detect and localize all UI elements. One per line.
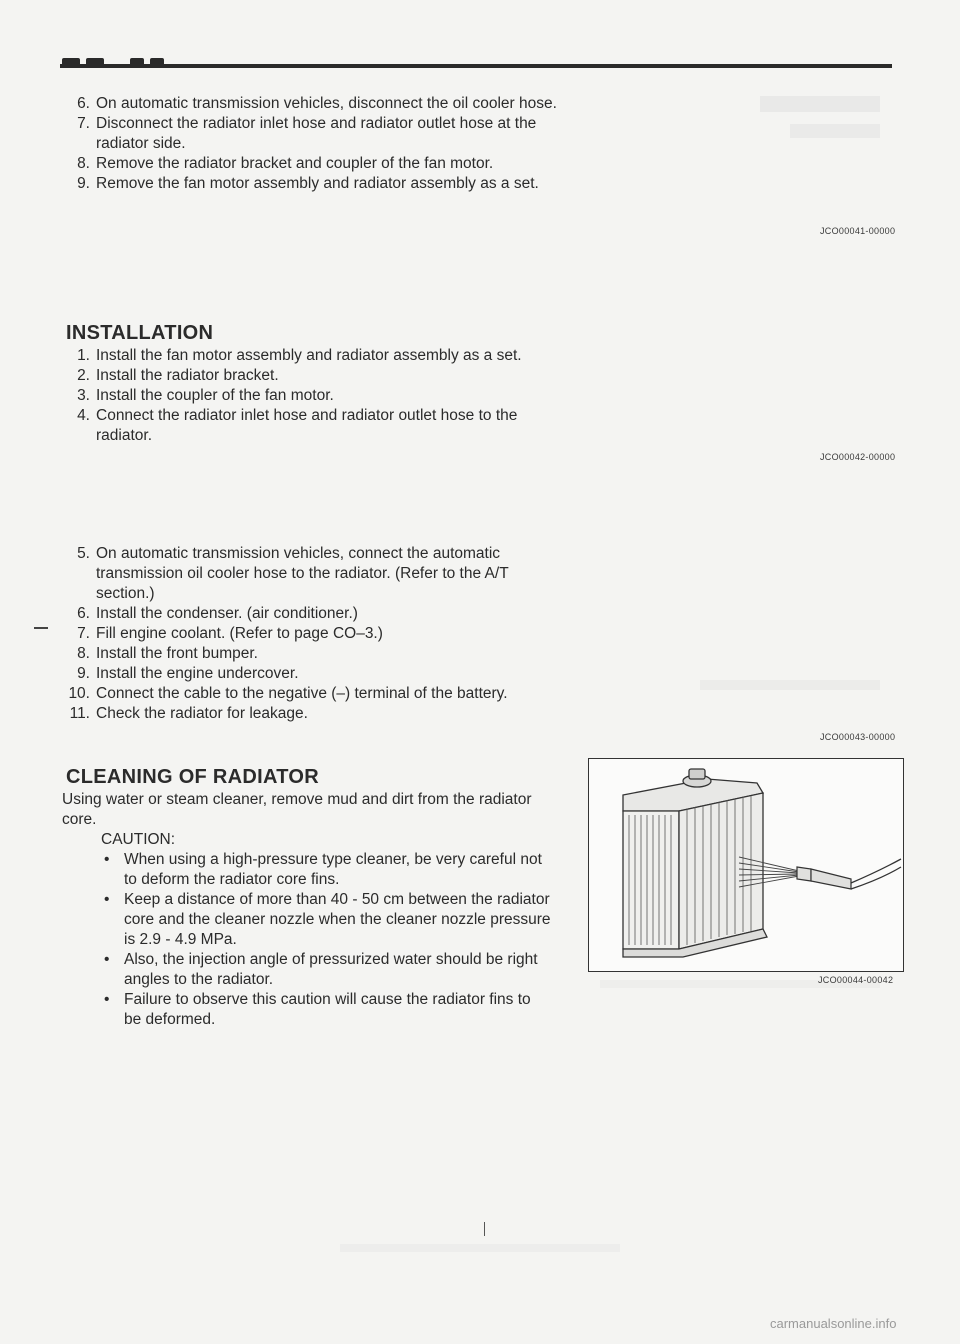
radiator-illustration (589, 759, 903, 971)
list-item: • Also, the injection angle of pressurized water should be right angles to the radiator. (62, 950, 552, 990)
list-item: 9. Install the engine undercover. (77, 665, 299, 682)
installation-section (58, 320, 558, 446)
list-item: 6. Install the condenser. (air conditioner.) (77, 605, 358, 622)
installation-steps-cont (58, 544, 558, 724)
list-item: 8. Remove the radiator bracket and coupler of the fan motor. (77, 155, 494, 172)
bleed-through (760, 96, 880, 112)
caution-label: CAUTION: (101, 831, 176, 848)
header-rule (60, 64, 892, 68)
list-item: 9. Remove the fan motor assembly and radiator assembly as a set. (77, 175, 539, 192)
figure-code-1: JCO00041-00000 (820, 226, 896, 236)
list-item: 5. On automatic transmission vehicles, connect the automatic transmission oil cooler hose to the radiator. (Refer to the A/T section.) (77, 545, 509, 602)
list-item: 6. On automatic transmission vehicles, disconnect the oil cooler hose. (77, 95, 557, 112)
cleaning-section (62, 764, 552, 1030)
list-item: • Failure to observe this caution will cause the radiator fins to be deformed. (62, 990, 552, 1030)
list-item: • When using a high-pressure type cleaner, be very careful not to deform the radiator core fins. (62, 850, 552, 890)
list-item: 7. Fill engine coolant. (Refer to page CO–3.) (77, 625, 383, 642)
figure-code-4: JCO00044-00042 (818, 975, 894, 985)
list-item: 7. Disconnect the radiator inlet hose and radiator outlet hose at the radiator side. (77, 115, 537, 152)
radiator-cleaning-figure (588, 758, 904, 972)
site-watermark: carmanualsonline.info (770, 1316, 897, 1331)
list-item: 1. Install the fan motor assembly and radiator assembly as a set. (77, 347, 522, 364)
cleaning-heading: CLEANING OF RADIATOR (66, 766, 320, 788)
list-item: • Keep a distance of more than 40 - 50 cm between the radiator core and the cleaner nozzle when the cleaner nozzle pressure is 2.9 - 4.9 MPa. (62, 890, 552, 950)
cleaning-intro: Using water or steam cleaner, remove mud and dirt from the radiator core. (62, 791, 532, 828)
list-item: 3. Install the coupler of the fan motor. (77, 387, 334, 404)
list-item: 8. Install the front bumper. (77, 645, 258, 662)
margin-dash (34, 627, 48, 629)
figure-code-2: JCO00042-00000 (820, 452, 896, 462)
list-item: 11. Check the radiator for leakage. (69, 705, 308, 722)
list-item: 2. Install the radiator bracket. (77, 367, 279, 384)
installation-heading: INSTALLATION (66, 322, 214, 344)
caution-list (62, 850, 552, 1030)
list-item: 10. Connect the cable to the negative (–) terminal of the battery. (68, 685, 508, 702)
figure-code-3: JCO00043-00000 (820, 732, 896, 742)
page-mark (484, 1222, 485, 1236)
list-item: 4. Connect the radiator inlet hose and radiator outlet hose to the radiator. (77, 407, 518, 444)
removal-steps (58, 94, 558, 194)
